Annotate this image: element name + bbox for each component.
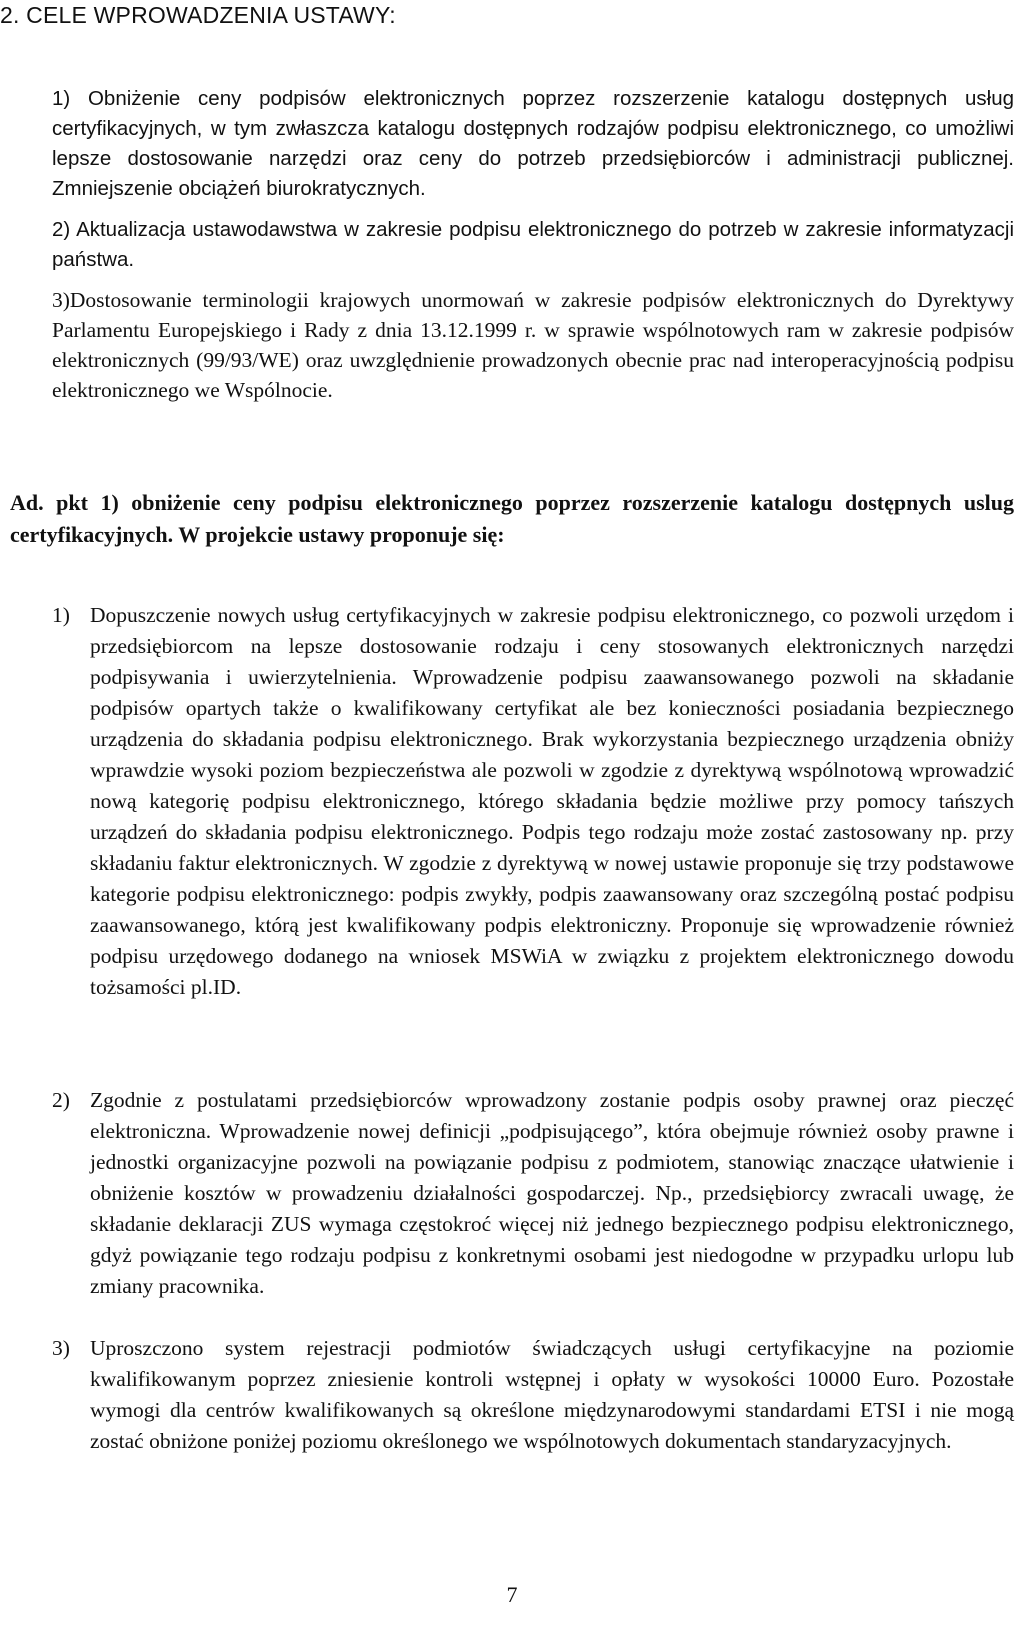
goal-2-paragraph: 2) Aktualizacja ustawodawstwa w zakresie podpisu elektronicznego do potrzeb w zakresie informatyzacji państwa. [52, 218, 1014, 271]
page-number: 7 [506, 1582, 518, 1607]
goal-1-paragraph: 1) Obniżenie ceny podpisów elektronicznych poprzez rozszerzenie katalogu dostępnych usług certyfikacyjnych, w tym zwłaszcza katalogu dostępnych rodzajów podpisu elektronicznego, co umożliwi lepsze dostosowanie narzędzi oraz ceny do potrzeb przedsiębiorców i administracji publicznej. Zmniejszenie obciążeń biurokratycznych. [52, 87, 1014, 200]
proposal-list-2 [52, 1085, 1014, 1302]
section-heading: 2. CELE WPROWADZENIA USTAWY: [0, 2, 396, 28]
proposal-list [52, 600, 1014, 1003]
ad-pkt-1-heading: Ad. pkt 1) obniżenie ceny podpisu elektronicznego poprzez rozszerzenie katalogu dostępnych uslug certyfikacyjnych. W projekcie ustawy proponuje się: [10, 490, 1014, 547]
list-item-number: 2) [52, 1088, 70, 1112]
list-item-number: 1) [52, 603, 70, 627]
list-item-text: Zgodnie z postulatami przedsiębiorców wprowadzony zostanie podpis osoby prawnej oraz pieczęć elektroniczna. Wprowadzenie nowej definicji „podpisującego”, która obejmuje również osoby prawne i jednostki organizacyjne pozwoli na powiązanie podpisu z podmiotem, stanowiąc znaczące ułatwienie i obniżenie kosztów w prowadzeniu działalności gospodarczej. Np., przedsiębiorcy zwracali uwagę, że składanie deklaracji ZUS wymaga częstokroć więcej niż jednego bezpiecznego podpisu elektronicznego, gdyż powiązanie tego rodzaju podpisu z konkretnymi osobami jest niedogodne w przypadku urlopu lub zmiany pracownika. [90, 1088, 1014, 1298]
list-item-text: Dopuszczenie nowych usług certyfikacyjnych w zakresie podpisu elektronicznego, co pozwoli urzędom i przedsiębiorcom na lepsze dostosowanie rodzaju i ceny stosowanych elektronicznych narzędzi podpisywania i uwierzytelnienia. Wprowadzenie podpisu zaawansowanego pozwoli na składanie podpisów opartych także o kwalifikowany certyfikat ale bez konieczności posiadania bezpiecznego urządzenia do składania podpisu elektronicznego. Brak wykorzystania bezpiecznego urządzenia obniży wprawdzie wysoki poziom bezpieczeństwa ale pozwoli w zgodzie z dyrektywą wspólnotową wprowadzić nową kategorię podpisu elektronicznego, którego składania będzie możliwe przy pomocy tańszych urządzeń do składania podpisu elektronicznego. Podpis tego rodzaju może zostać zastosowany np. przy składaniu faktur elektronicznych. W zgodzie z dyrektywą w nowej ustawie proponuje się trzy podstawowe kategorie podpisu elektronicznego: podpis zwykły, podpis zaawansowany oraz szczególną postać podpisu zaawansowanego, którą jest kwalifikowany podpis elektroniczny. Proponuje się wprowadzenie również podpisu urzędowego dodanego na wniosek MSWiA w związku z projektem elektronicznego dowodu tożsamości pl.ID. [90, 603, 1014, 999]
proposal-list-3 [52, 1333, 1014, 1457]
list-item [52, 600, 1014, 1003]
goal-3-paragraph: 3)Dostosowanie terminologii krajowych unormowań w zakresie podpisów elektronicznych do Dyrektywy Parlamentu Europejskiego i Rady z dnia 13.12.1999 r. w sprawie wspólnotowych ram w zakresie podpisów elektronicznych (99/93/WE) oraz uwzględnienie prowadzonych obecnie prac nad interoperacyjnością podpisu elektronicznego we Wspólnocie. [52, 288, 1014, 402]
list-item [52, 1333, 1014, 1457]
list-item [52, 1085, 1014, 1302]
list-item-number: 3) [52, 1336, 70, 1360]
list-item-text: Uproszczono system rejestracji podmiotów świadczących usługi certyfikacyjne na poziomie kwalifikowanym poprzez zniesienie kontroli wstępnej i opłaty w wysokości 10000 Euro. Pozostałe wymogi dla centrów kwalifikowanych są określone międzynarodowymi standardami ETSI i nie mogą zostać obniżone poniżej poziomu określonego we wspólnotowych dokumentach standaryzacyjnych. [90, 1336, 1014, 1453]
